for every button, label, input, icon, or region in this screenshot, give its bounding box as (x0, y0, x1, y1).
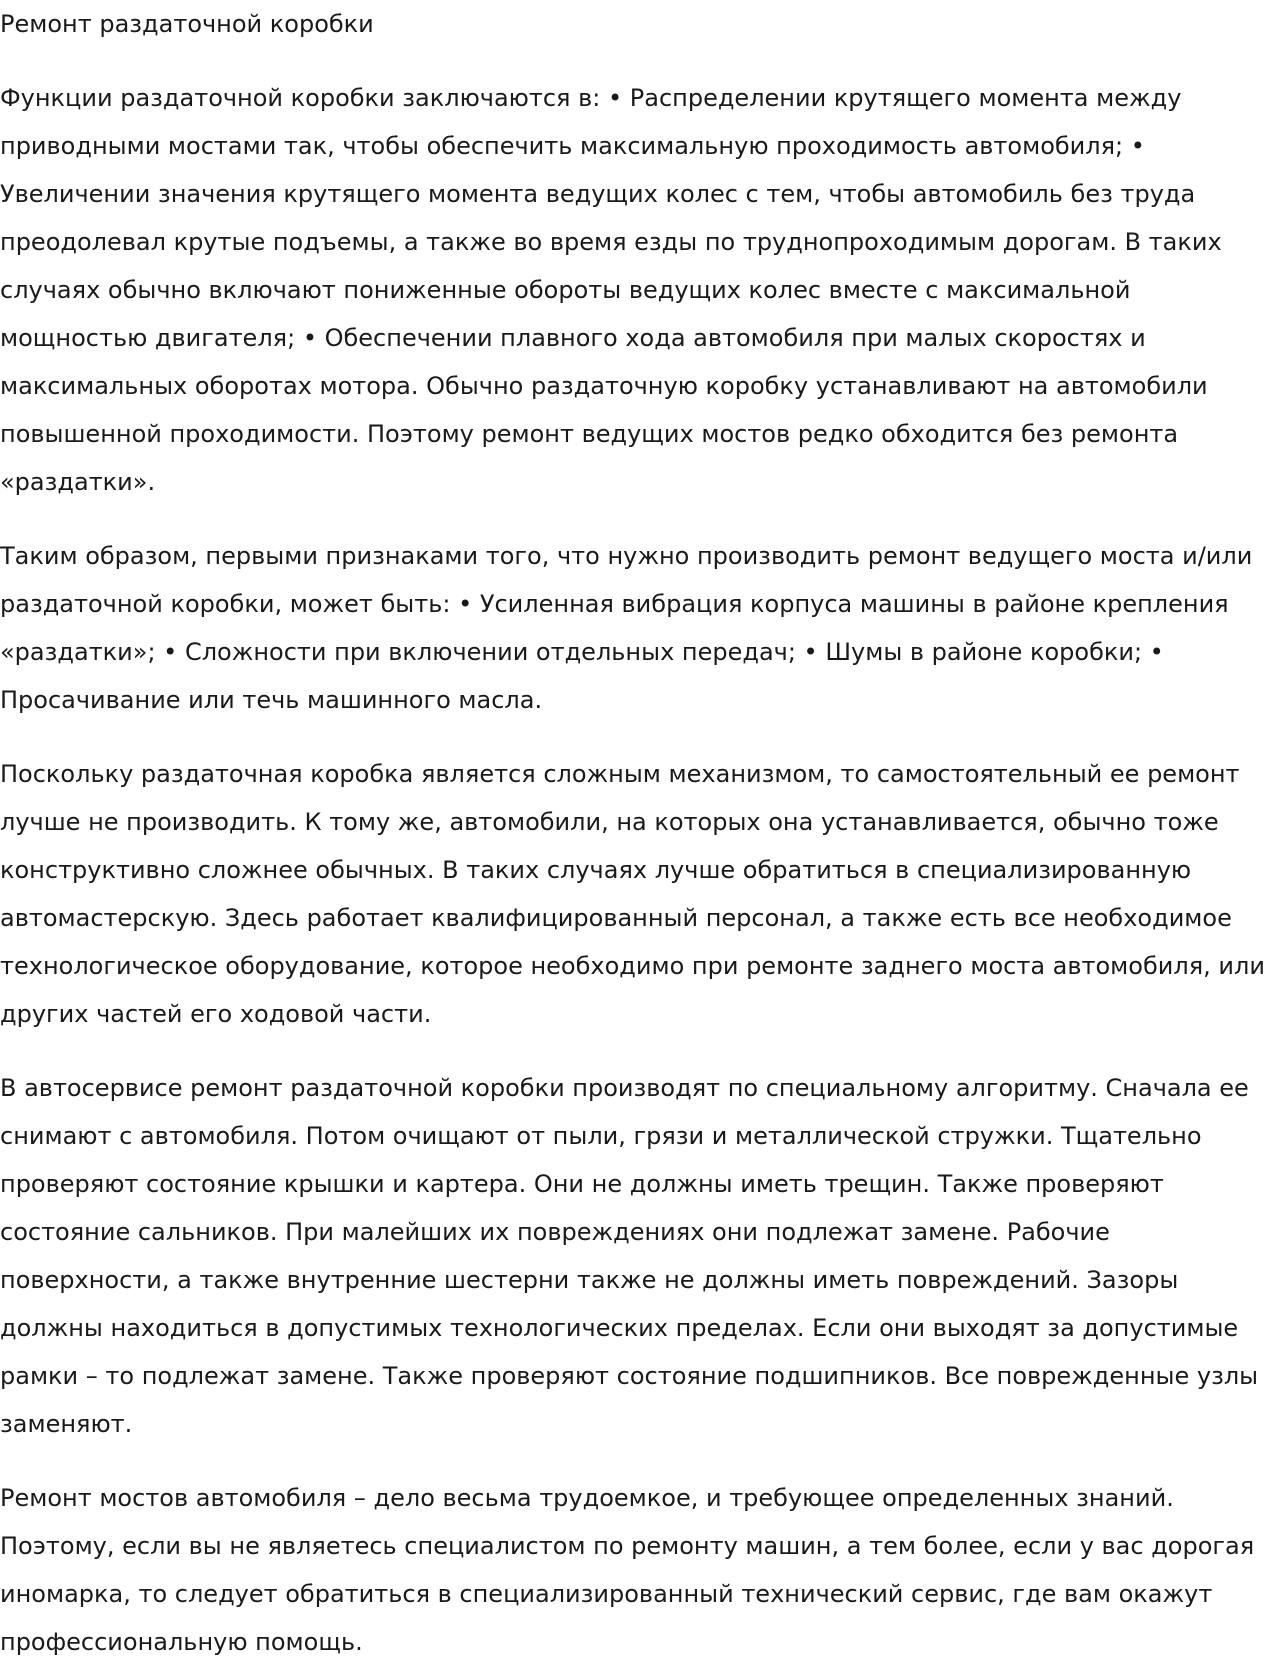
page-title: Ремонт раздаточной коробки (0, 10, 374, 38)
paragraph-symptoms: Таким образом, первыми признаками того, что нужно производить ремонт ведущего моста и/или раздаточной коробки, может быть: • Усиленная вибрация корпуса машины в районе крепления «раздатки»; • Сложности при включении отдельных передач; • Шумы в районе коробки; • Просачивание или течь машинного масла. (0, 542, 1253, 714)
paragraph-conclusion: Ремонт мостов автомобиля – дело весьма трудоемкое, и требующее определенных знаний. Поэтому, если вы не являетесь специалистом по ремонту машин, а тем более, если у вас дорогая иномарка, то следует обратиться в специализированный технический сервис, где вам окажут профессиональную помощь. (0, 1484, 1255, 1656)
paragraph-professional-repair: Поскольку раздаточная коробка является сложным механизмом, то самостоятельный ее ремонт лучше не производить. К тому же, автомобили, на которых она устанавливается, обычно тоже конструктивно сложнее обычных. В таких случаях лучше обратиться в специализированную автомастерскую. Здесь работает квалифицированный персонал, а также есть все необходимое технологическое оборудование, которое необходимо при ремонте заднего моста автомобиля, или других частей его ходовой части. (0, 760, 1265, 1028)
paragraph-functions: Функции раздаточной коробки заключаются в: • Распределении крутящего момента между приводными мостами так, чтобы обеспечить максимальную проходимость автомобиля; • Увеличении значения крутящего момента ведущих колес с тем, чтобы автомобиль без труда преодолевал крутые подъемы, а также во время езды по труднопроходимым дорогам. В таких случаях обычно включают пониженные обороты ведущих колес вместе с максимальной мощностью двигателя; • Обеспечении плавного хода автомобиля при малых скоростях и максимальных оборотах мотора. Обычно раздаточную коробку устанавливают на автомобили повышенной проходимости. Поэтому ремонт ведущих мостов редко обходится без ремонта «раздатки». (0, 84, 1222, 496)
paragraph-service-algorithm: В автосервисе ремонт раздаточной коробки производят по специальному алгоритму. Сначала ее снимают с автомобиля. Потом очищают от пыли, грязи и металлической стружки. Тщательно проверяют состояние крышки и картера. Они не должны иметь трещин. Также проверяют состояние сальников. При малейших их повреждениях они подлежат замене. Рабочие поверхности, а также внутренние шестерни также не должны иметь повреждений. Зазоры должны находиться в допустимых технологических пределах. Если они выходят за допустимые рамки – то подлежат замене. Также проверяют состояние подшипников. Все поврежденные узлы заменяют. (0, 1074, 1259, 1438)
